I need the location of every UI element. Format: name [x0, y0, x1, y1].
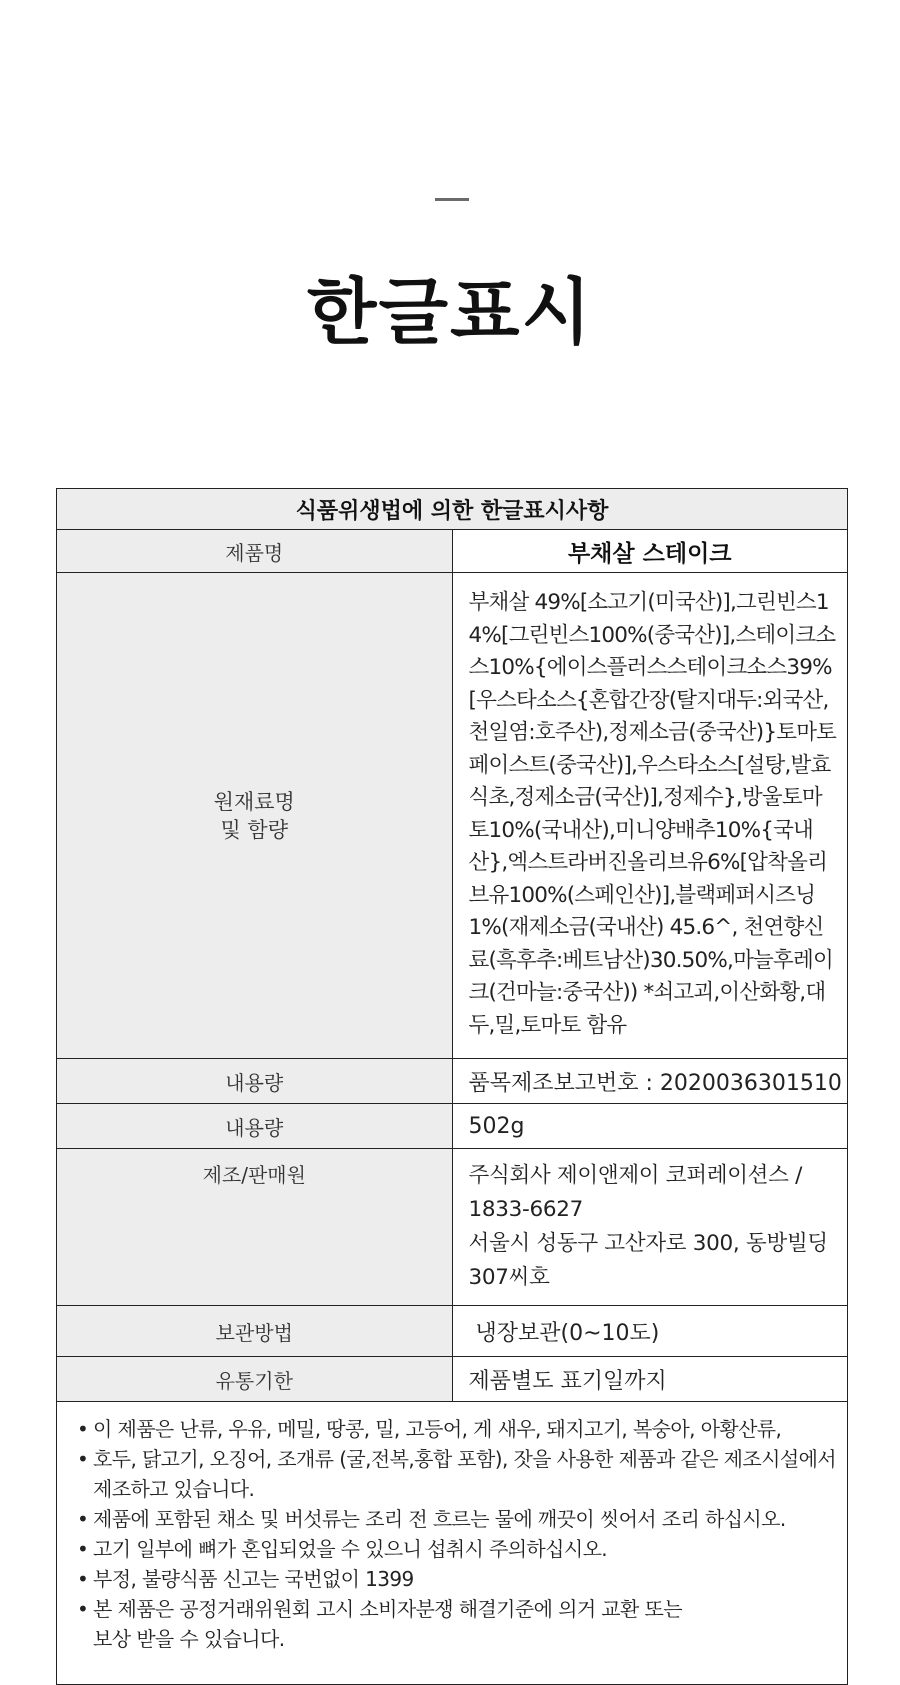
table-row: [57, 1357, 848, 1402]
table-row: [57, 530, 848, 573]
report-number-value: 품목제조보고번호 : 2020036301510: [452, 1059, 848, 1104]
list-item: • 고기 일부에 뼈가 혼입되었을 수 있으니 섭취시 주의하십시오.: [77, 1534, 839, 1564]
list-item: • 부정, 불량식품 신고는 국번없이 1399: [77, 1564, 839, 1594]
manufacturer-line-1: 주식회사 제이앤제이 코퍼레이션스 / 1833-6627: [468, 1163, 803, 1222]
net-weight-value: 502g: [452, 1104, 848, 1149]
row-label-storage: 보관방법: [57, 1306, 453, 1357]
manufacturer-line-2: 서울시 성동구 고산자로 300, 동방빌딩 307씨호: [468, 1231, 828, 1290]
notes-list: [77, 1414, 839, 1654]
label-table: [56, 488, 848, 1685]
ingredients-value: 부채살 49%[소고기(미국산)],그린빈스14%[그린빈스100%(중국산)],스테이크소스10%{에이스플러스스테이크소스39%[우스타소스{혼합간장(탈지대두:외국산,천일염:호주산),정제소금(중국산)}토마토페이스트(중국산)],우스타소스[설탕,발효식초,정제소금(국산)],정제수},방울토마토10%(국내산),미니양배추10%{국내산},엑스트라버진올리브유6%[압착올리브유100%(스페인산)],블랙페퍼시즈닝1%(재제소금(국내산) 45.6^, 천연향신료(흑후추:베트남산)30.50%,마늘후레이크(건마늘:중국산)) *쇠고괴,이산화황,대두,밀,토마토 함유: [452, 573, 848, 1059]
table-row: [57, 573, 848, 1059]
row-label-expiry: 유통기한: [57, 1357, 453, 1402]
table-row: [57, 1306, 848, 1357]
row-label-ingredients: 원재료명 및 함량: [57, 573, 453, 1059]
table-title: 식품위생법에 의한 한글표시사항: [57, 489, 848, 530]
storage-value: 냉장보관(0~10도): [452, 1306, 848, 1357]
list-item: • 제품에 포함된 채소 및 버섯류는 조리 전 흐르는 물에 깨끗이 씻어서 조리 하십시오.: [77, 1504, 839, 1534]
table-row: [57, 1149, 848, 1306]
expiry-value: 제품별도 표기일까지: [452, 1357, 848, 1402]
row-label-product-name: 제품명: [57, 530, 453, 573]
notes-cell: [57, 1402, 848, 1685]
table-row: [57, 1104, 848, 1149]
row-label-content-2: 내용량: [57, 1104, 453, 1149]
row-label-manufacturer: 제조/판매원: [57, 1149, 453, 1306]
list-item: • 이 제품은 난류, 우유, 메밀, 땅콩, 밀, 고등어, 게 새우, 돼지고기, 복숭아, 아황산류,: [77, 1414, 839, 1444]
row-label-content-1: 내용량: [57, 1059, 453, 1104]
list-item: • 본 제품은 공정거래위원회 고시 소비자분쟁 해결기준에 의거 교환 또는 보상 받을 수 있습니다.: [77, 1594, 839, 1654]
decorative-dash: [435, 198, 469, 201]
page-title: 한글표시: [306, 270, 594, 354]
list-item: • 호두, 닭고기, 오징어, 조개류 (굴,전복,홍합 포함), 잣을 사용한 제품과 같은 제조시설에서 제조하고 있습니다.: [77, 1444, 839, 1504]
product-name-value: 부채살 스테이크: [452, 530, 848, 573]
manufacturer-value: [452, 1149, 848, 1306]
table-row: [57, 1059, 848, 1104]
